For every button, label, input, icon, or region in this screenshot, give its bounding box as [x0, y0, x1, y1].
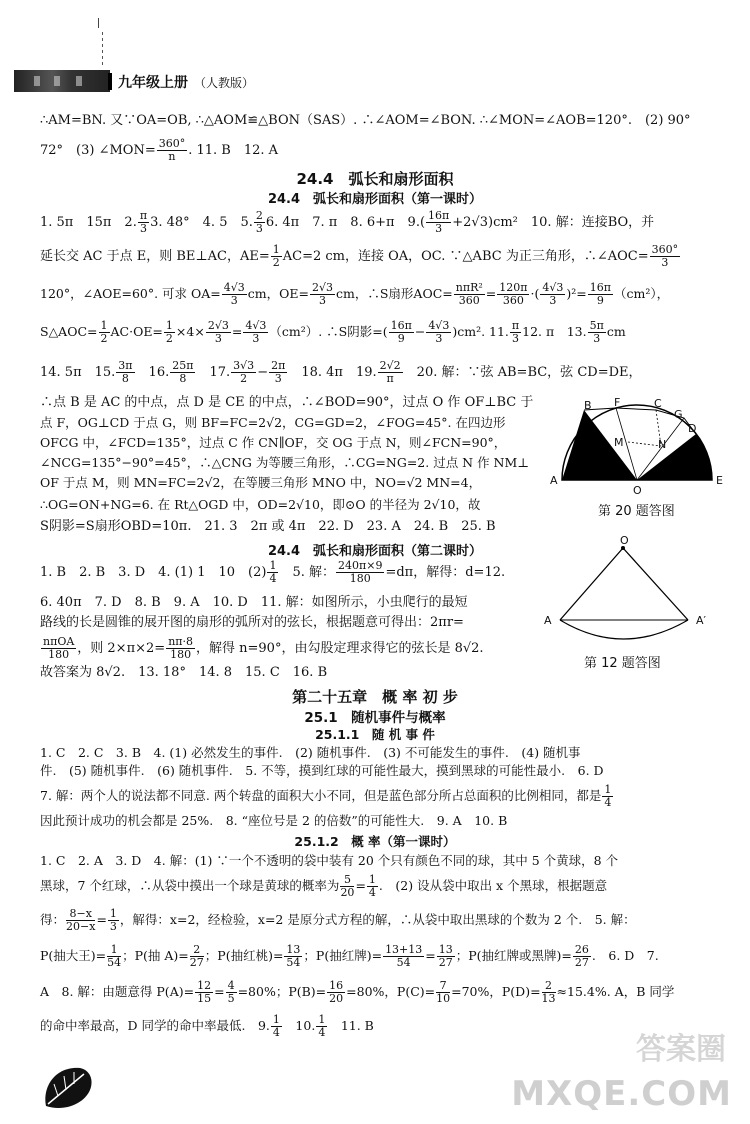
answer-line: $\frac{\text{nπOA}}{180}$ ，则 2×π×2= $\frac{n\pi\cdot 8}{180}$ ，解得 n=90°，由勾股定理求得它的弦长是 8√2.: [43, 635, 484, 661]
answer-line: 120°，∠AOE=60°. 可求 OA= $\frac{4√3}{3}$ cm，OE= $\frac{2√3}{3}$ cm，∴S扇形AOC= $\frac{\text{nπR²}}{360}$ = $\frac{120\pi}{360}$ ·( $\frac{4√3}{3}$ )²= $\frac{16\pi}{9}$ （cm²），: [40, 281, 670, 307]
answer-line: A 8. 解：由题意得 P(A)= $\frac{12}{15}$ = $\frac{4}{5}$ =80%；P(B)= $\frac{16}{20}$ =80%，P(C)= $\frac{7}{10}$ =70%，P(D)= $\frac{2}{13}$ ≈15.4%. A，B 同学: [40, 979, 675, 1005]
answer-line: 1. B 2. B 3. D 4. (1) 1 10 (2) $\frac{1}{4}$ 5. 解： $\frac{240\pi\times 9}{180}$ =dπ，解得：d=12.: [40, 559, 506, 585]
fraction: $\frac{26}{27}$: [574, 943, 589, 969]
fraction: $\frac{2\pi}{3}$: [271, 359, 286, 385]
fraction: $\frac{4√3}{3}$: [542, 281, 564, 307]
edition-label: （人教版）: [194, 76, 255, 90]
fraction: $\frac{16\pi}{9}$: [390, 319, 412, 345]
fig20-label-g: G: [674, 408, 683, 421]
chapter-heading: 第二十五章 概 率 初 步: [292, 688, 458, 706]
fraction: $\frac{1}{3}$: [109, 907, 117, 933]
fraction: $\frac{\pi}{3}$: [139, 209, 148, 235]
answer-line: ∴点 B 是 AC 的中点，点 D 是 CE 的中点，∴∠BOD=90°，过点 O 作 OF⊥BC 于: [40, 395, 534, 410]
figure-20-diagram: [556, 400, 716, 490]
answer-line: ∴AM=BN. 又∵OA=OB, ∴△AOM≌△BON（SAS）. ∴∠AOM=∠BON. ∴∠MON=∠AOB=120°. (2) 90°: [40, 113, 691, 128]
radius-oa: [560, 548, 623, 620]
header-divider: [108, 73, 112, 90]
answer-line: 72° (3) ∠MON= $\frac{360^\circ}{n}$ . 11. B 12. A: [40, 137, 279, 163]
fig20-label-f: F: [614, 396, 621, 409]
fraction: $\frac{4√3}{3}$: [428, 319, 450, 345]
fraction: $\frac{1}{54}$: [107, 943, 122, 969]
fig20-label-b: B: [584, 399, 592, 412]
fraction: $\frac{1}{4}$: [318, 1013, 326, 1039]
fraction: $\frac{4√3}{3}$: [223, 281, 245, 307]
fraction: $\frac{n\pi\cdot 8}{180}$: [168, 635, 193, 661]
fraction: $\frac{13}{27}$: [438, 943, 453, 969]
watermark-logo: 答案圈: [636, 1032, 726, 1067]
fraction: $\frac{13+13}{54}$: [385, 943, 423, 969]
answer-line: 延长交 AC 于点 E，则 BE⊥AC，AE= $\frac{1}{2}$ AC=2 cm，连接 OA，OC. ∵△ABC 为正三角形，∴∠AOC= $\frac{360^\circ}{3}$: [40, 243, 679, 269]
fig20-caption: 第 20 题答图: [598, 504, 675, 519]
answer-line: S△AOC= $\frac{1}{2}$ AC·OE= $\frac{1}{2}$ ×4× $\frac{2√3}{3}$ = $\frac{4√3}{3}$ （cm²）. ∴S阴影=( $\frac{16\pi}{9}$ − $\frac{4√3}{3}$ )cm². 11. $\frac{\pi}{3}$ 12. π 13. $\frac{5\pi}{3}$ cm: [40, 319, 626, 345]
fig12-label-a: A: [544, 614, 552, 627]
fig20-label-d: D: [688, 422, 697, 435]
answer-line: P(抽大王)= $\frac{1}{54}$ ；P(抽 A)= $\frac{2}{27}$ ；P(抽红桃)= $\frac{13}{54}$ ；P(抽红牌)= $\frac{13+13}{54}$ = $\frac{13}{27}$ ；P(抽红牌或黑牌)= $\frac{26}{27}$ . 6. D 7.: [40, 943, 659, 969]
answer-line: 1. C 2. C 3. B 4. (1) 必然发生的事件. (2) 随机事件. (3) 不可能发生的事件. (4) 随机事: [40, 745, 581, 760]
subsection-heading: 24.4 弧长和扇形面积（第一课时）: [267, 192, 483, 207]
fraction: $\frac{1}{2}$: [165, 319, 173, 345]
fraction: $\frac{1}{2}$: [272, 243, 280, 269]
fraction: $\frac{4}{5}$: [227, 979, 235, 1005]
dashed-rule: [102, 32, 103, 68]
fraction: $\frac{5\pi}{3}$: [589, 319, 604, 345]
answer-line: 点 F，OG⊥CD 于点 G，则 BF=FC=2√2，CG=GD=2，∠FOG=45°. 在四边形: [40, 415, 506, 430]
fraction: $\frac{360^\circ}{n}$: [158, 137, 186, 163]
section-heading: 24.4 弧长和扇形面积: [296, 170, 454, 188]
fraction: $\frac{1}{4}$: [604, 783, 612, 809]
fraction: $\frac{2}{13}$: [541, 979, 556, 1005]
fig20-label-e: E: [716, 474, 723, 487]
section-heading: 25.1 随机事件与概率: [304, 710, 446, 726]
fraction: $\frac{4√3}{3}$: [245, 319, 267, 345]
header-band: [14, 70, 110, 92]
answer-line: ∠NCG=135°−90°=45°，∴△CNG 为等腰三角形，∴CG=NG=2. 过点 N 作 NM⊥: [40, 455, 530, 470]
leaf-icon: [40, 1062, 96, 1112]
subsection-heading: 25.1.2 概 率（第一课时）: [294, 834, 456, 849]
fraction: $\frac{2√3}{3}$: [312, 281, 334, 307]
fraction: $\frac{16}{20}$: [329, 979, 344, 1005]
answer-line: 的命中率最高，D 同学的命中率最低. 9. $\frac{1}{4}$ 10. $\frac{1}{4}$ 11. B: [40, 1013, 374, 1039]
fig20-label-a: A: [550, 474, 558, 487]
fraction: $\frac{3\pi}{8}$: [118, 359, 133, 385]
fraction: $\frac{3√3}{2}$: [233, 359, 255, 385]
fraction: $\frac{25\pi}{8}$: [172, 359, 194, 385]
fraction: $\frac{2√3}{3}$: [207, 319, 229, 345]
fraction: $\frac{\text{nπR²}}{360}$: [455, 281, 483, 307]
fraction: $\frac{1}{4}$: [368, 873, 376, 899]
fig20-label-m: M: [614, 436, 624, 449]
fraction: $\frac{240\pi\times 9}{180}$: [338, 559, 383, 585]
arc-aa-prime: [560, 620, 688, 639]
fraction: $\frac{1}{4}$: [272, 1013, 280, 1039]
fig20-label-o: O: [633, 484, 642, 497]
fraction: $\frac{\text{nπOA}}{180}$: [43, 635, 75, 661]
fig12-label-o: O: [620, 534, 629, 547]
answer-line: 14. 5π 15. $\frac{3\pi}{8}$ 16. $\frac{25\pi}{8}$ 17. $\frac{3√3}{2}$ − $\frac{2\pi}{3}$ 18. 4π 19. $\frac{2√2}{\pi}$ 20. 解：∵弦 AB=BC，弦 CD=DE，: [40, 359, 642, 385]
answer-line: OFCG 中，∠FCD=135°，过点 C 作 CN∥OF，交 OG 于点 N，则∠FCN=90°，: [40, 435, 507, 450]
fraction: $\frac{120\pi}{360}$: [499, 281, 528, 307]
book-title: 九年级上册 （人教版）: [118, 75, 255, 91]
fraction: $\frac{8-x}{20-x}$: [66, 907, 96, 933]
watermark-url: MXQE.COM: [511, 1074, 732, 1114]
answer-line: 因此预计成功的机会都是 25%. 8. “座位号是 2 的倍数”的可能性大. 9. A 10. B: [40, 813, 508, 828]
fraction: $\frac{360^\circ}{3}$: [651, 243, 679, 269]
fig20-label-c: C: [654, 397, 662, 410]
answer-line: 6. 40π 7. D 8. B 9. A 10. D 11. 解：如图所示，小虫爬行的最短: [40, 595, 468, 610]
fraction: $\frac{2}{3}$: [255, 209, 263, 235]
subsection-heading: 24.4 弧长和扇形面积（第二课时）: [267, 544, 483, 559]
answer-line: 路线的长是圆锥的展开图的扇形的弧所对的弦长，根据题意可得出：2πr=: [40, 615, 464, 630]
answer-line: OF 于点 M，则 MN=FC=2√2，在等腰三角形 MNO 中，NO=√2 MN=4，: [40, 475, 482, 490]
fraction: $\frac{2√2}{\pi}$: [379, 359, 401, 385]
fig12-label-a-prime: A′: [696, 614, 707, 627]
figure-12-diagram: [552, 540, 702, 645]
answer-line: 故答案为 8√2. 13. 18° 14. 8 15. C 16. B: [40, 665, 328, 680]
answer-line: 得： $\frac{8-x}{20-x}$ = $\frac{1}{3}$ ，解得：x=2，经检验，x=2 是原分式方程的解，∴从袋中取出黑球的个数为 2 个. 5. 解：: [40, 907, 636, 933]
answer-line: ∴OG=ON+NG=6. 在 Rt△OGD 中，OD=2√10，即⊙O 的半径为 2√10，故: [40, 497, 481, 512]
answer-line: S阴影=S扇形OBD=10π. 21. 3 2π 或 4π 22. D 23. A 24. B 25. B: [40, 519, 496, 534]
fraction: $\frac{7}{10}$: [436, 979, 451, 1005]
subsection-heading: 25.1.1 随 机 事 件: [315, 727, 435, 742]
answer-line: 1. 5π 15π 2. $\frac{\pi}{3}$ 3. 48° 4. 5 5. $\frac{2}{3}$ 6. 4π 7. π 8. 6+π 9.( $\frac{16\pi}{3}$ +2√3)cm² 10. 解：连接BO，并: [40, 209, 655, 235]
fig12-caption: 第 12 题答图: [584, 656, 661, 671]
fraction: $\frac{13}{54}$: [286, 943, 301, 969]
fraction: $\frac{2}{27}$: [189, 943, 204, 969]
radius-oa-prime: [623, 548, 688, 620]
answer-line: 1. C 2. A 3. D 4. 解：(1) ∵一个不透明的袋中装有 20 个只有颜色不同的球，其中 5 个黄球，8 个: [40, 853, 619, 868]
fraction: $\frac{5}{20}$: [340, 873, 355, 899]
answer-line: 7. 解：两个人的说法都不同意. 两个转盘的面积大小不同，但是蓝色部分所占总面积的比例相同，都是 $\frac{1}{4}$: [40, 783, 612, 809]
fraction: $\frac{\pi}{3}$: [511, 319, 520, 345]
fig20-label-n: N: [658, 438, 667, 451]
crop-mark: [98, 18, 99, 28]
fraction: $\frac{1}{4}$: [269, 559, 277, 585]
fraction: $\frac{16\pi}{9}$: [589, 281, 611, 307]
fraction: $\frac{1}{2}$: [100, 319, 108, 345]
fraction: $\frac{12}{15}$: [197, 979, 212, 1005]
answer-line: 件. (5) 随机事件. (6) 随机事件. 5. 不等，摸到红球的可能性最大，摸到黑球的可能性最小. 6. D: [40, 763, 604, 778]
fraction: $\frac{16\pi}{3}$: [428, 209, 450, 235]
answer-line: 黑球，7 个红球，∴从袋中摸出一个球是黄球的概率为 $\frac{5}{20}$ = $\frac{1}{4}$ . (2) 设从袋中取出 x 个黑球，根据题意: [40, 873, 608, 899]
